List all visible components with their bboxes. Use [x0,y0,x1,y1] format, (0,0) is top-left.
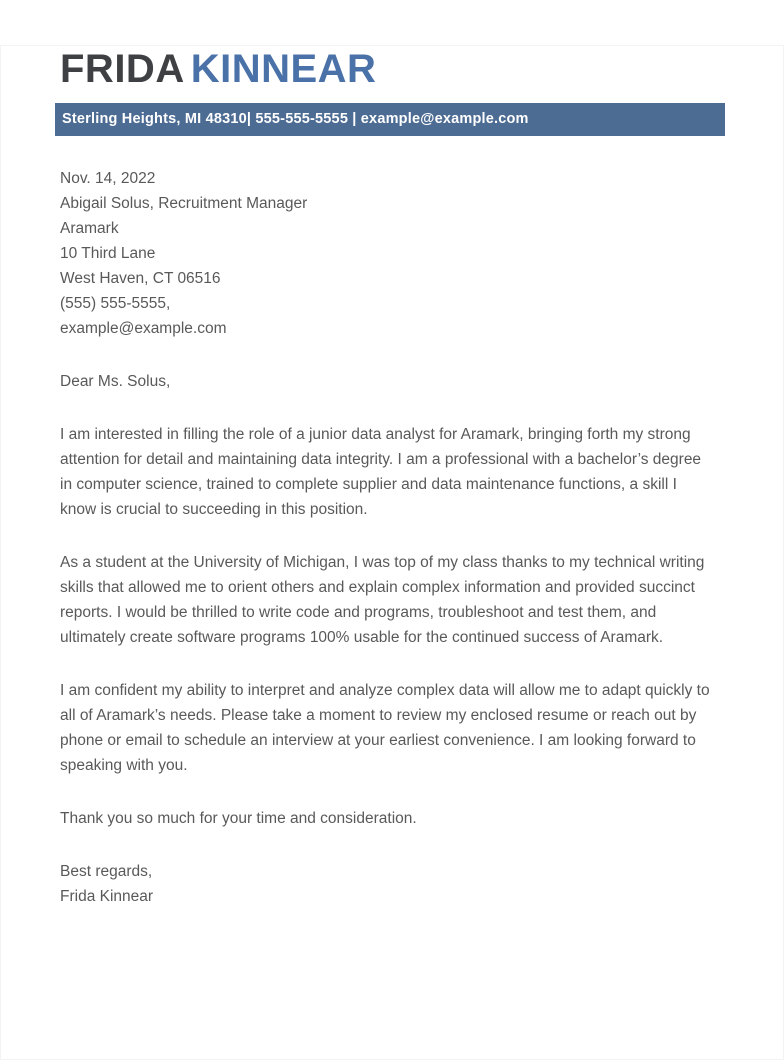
candidate-last-name: KINNEAR [190,47,377,91]
candidate-name [60,45,784,93]
letter-body [60,166,715,909]
recipient-name-title: Abigail Solus, Recruitment Manager [60,195,308,212]
letter-paragraph-thanks: Thank you so much for your time and consideration. [60,810,417,827]
signature-name: Frida Kinnear [60,888,154,905]
contact-bar-text: Sterling Heights, MI 48310| 555-555-5555 | example@example.com [62,111,529,127]
recipient-street: 10 Third Lane [60,245,156,262]
letter-paragraph-2: As a student at the University of Michigan, I was top of my class thanks to my technical writing skills that allowed me to orient others and explain complex information and provided succinct reports. I would be thrilled to write code and programs, troubleshoot and test them, and ultimately create software programs 100% usable for the continued success of Aramark. [60,554,705,646]
letter-paragraph-3: I am confident my ability to interpret and analyze complex data will allow me to adapt quickly to all of Aramark’s needs. Please take a moment to review my enclosed resume or reach out by phone or email to schedule an interview at your earliest convenience. I am looking forward to speaking with you. [60,682,710,774]
letter-header [0,45,784,136]
address-block [60,166,715,341]
cover-letter-page [0,45,784,1060]
recipient-company: Aramark [60,220,119,237]
signoff: Best regards, [60,863,153,880]
contact-bar [55,103,725,136]
signoff-block [60,859,715,909]
letter-date: Nov. 14, 2022 [60,170,156,187]
recipient-email: example@example.com [60,320,227,337]
greeting: Dear Ms. Solus, [60,373,171,390]
candidate-first-name: FRIDA [60,47,185,91]
letter-paragraph-1: I am interested in filling the role of a junior data analyst for Aramark, bringing forth my strong attention for detail and maintaining data integrity. I am a professional with a bachelor’s degree in computer science, trained to complete supplier and data maintenance functions, a skill I know is crucial to succeeding in this position. [60,426,702,518]
recipient-city-state-zip: West Haven, CT 06516 [60,270,221,287]
recipient-phone: (555) 555-5555, [60,295,171,312]
